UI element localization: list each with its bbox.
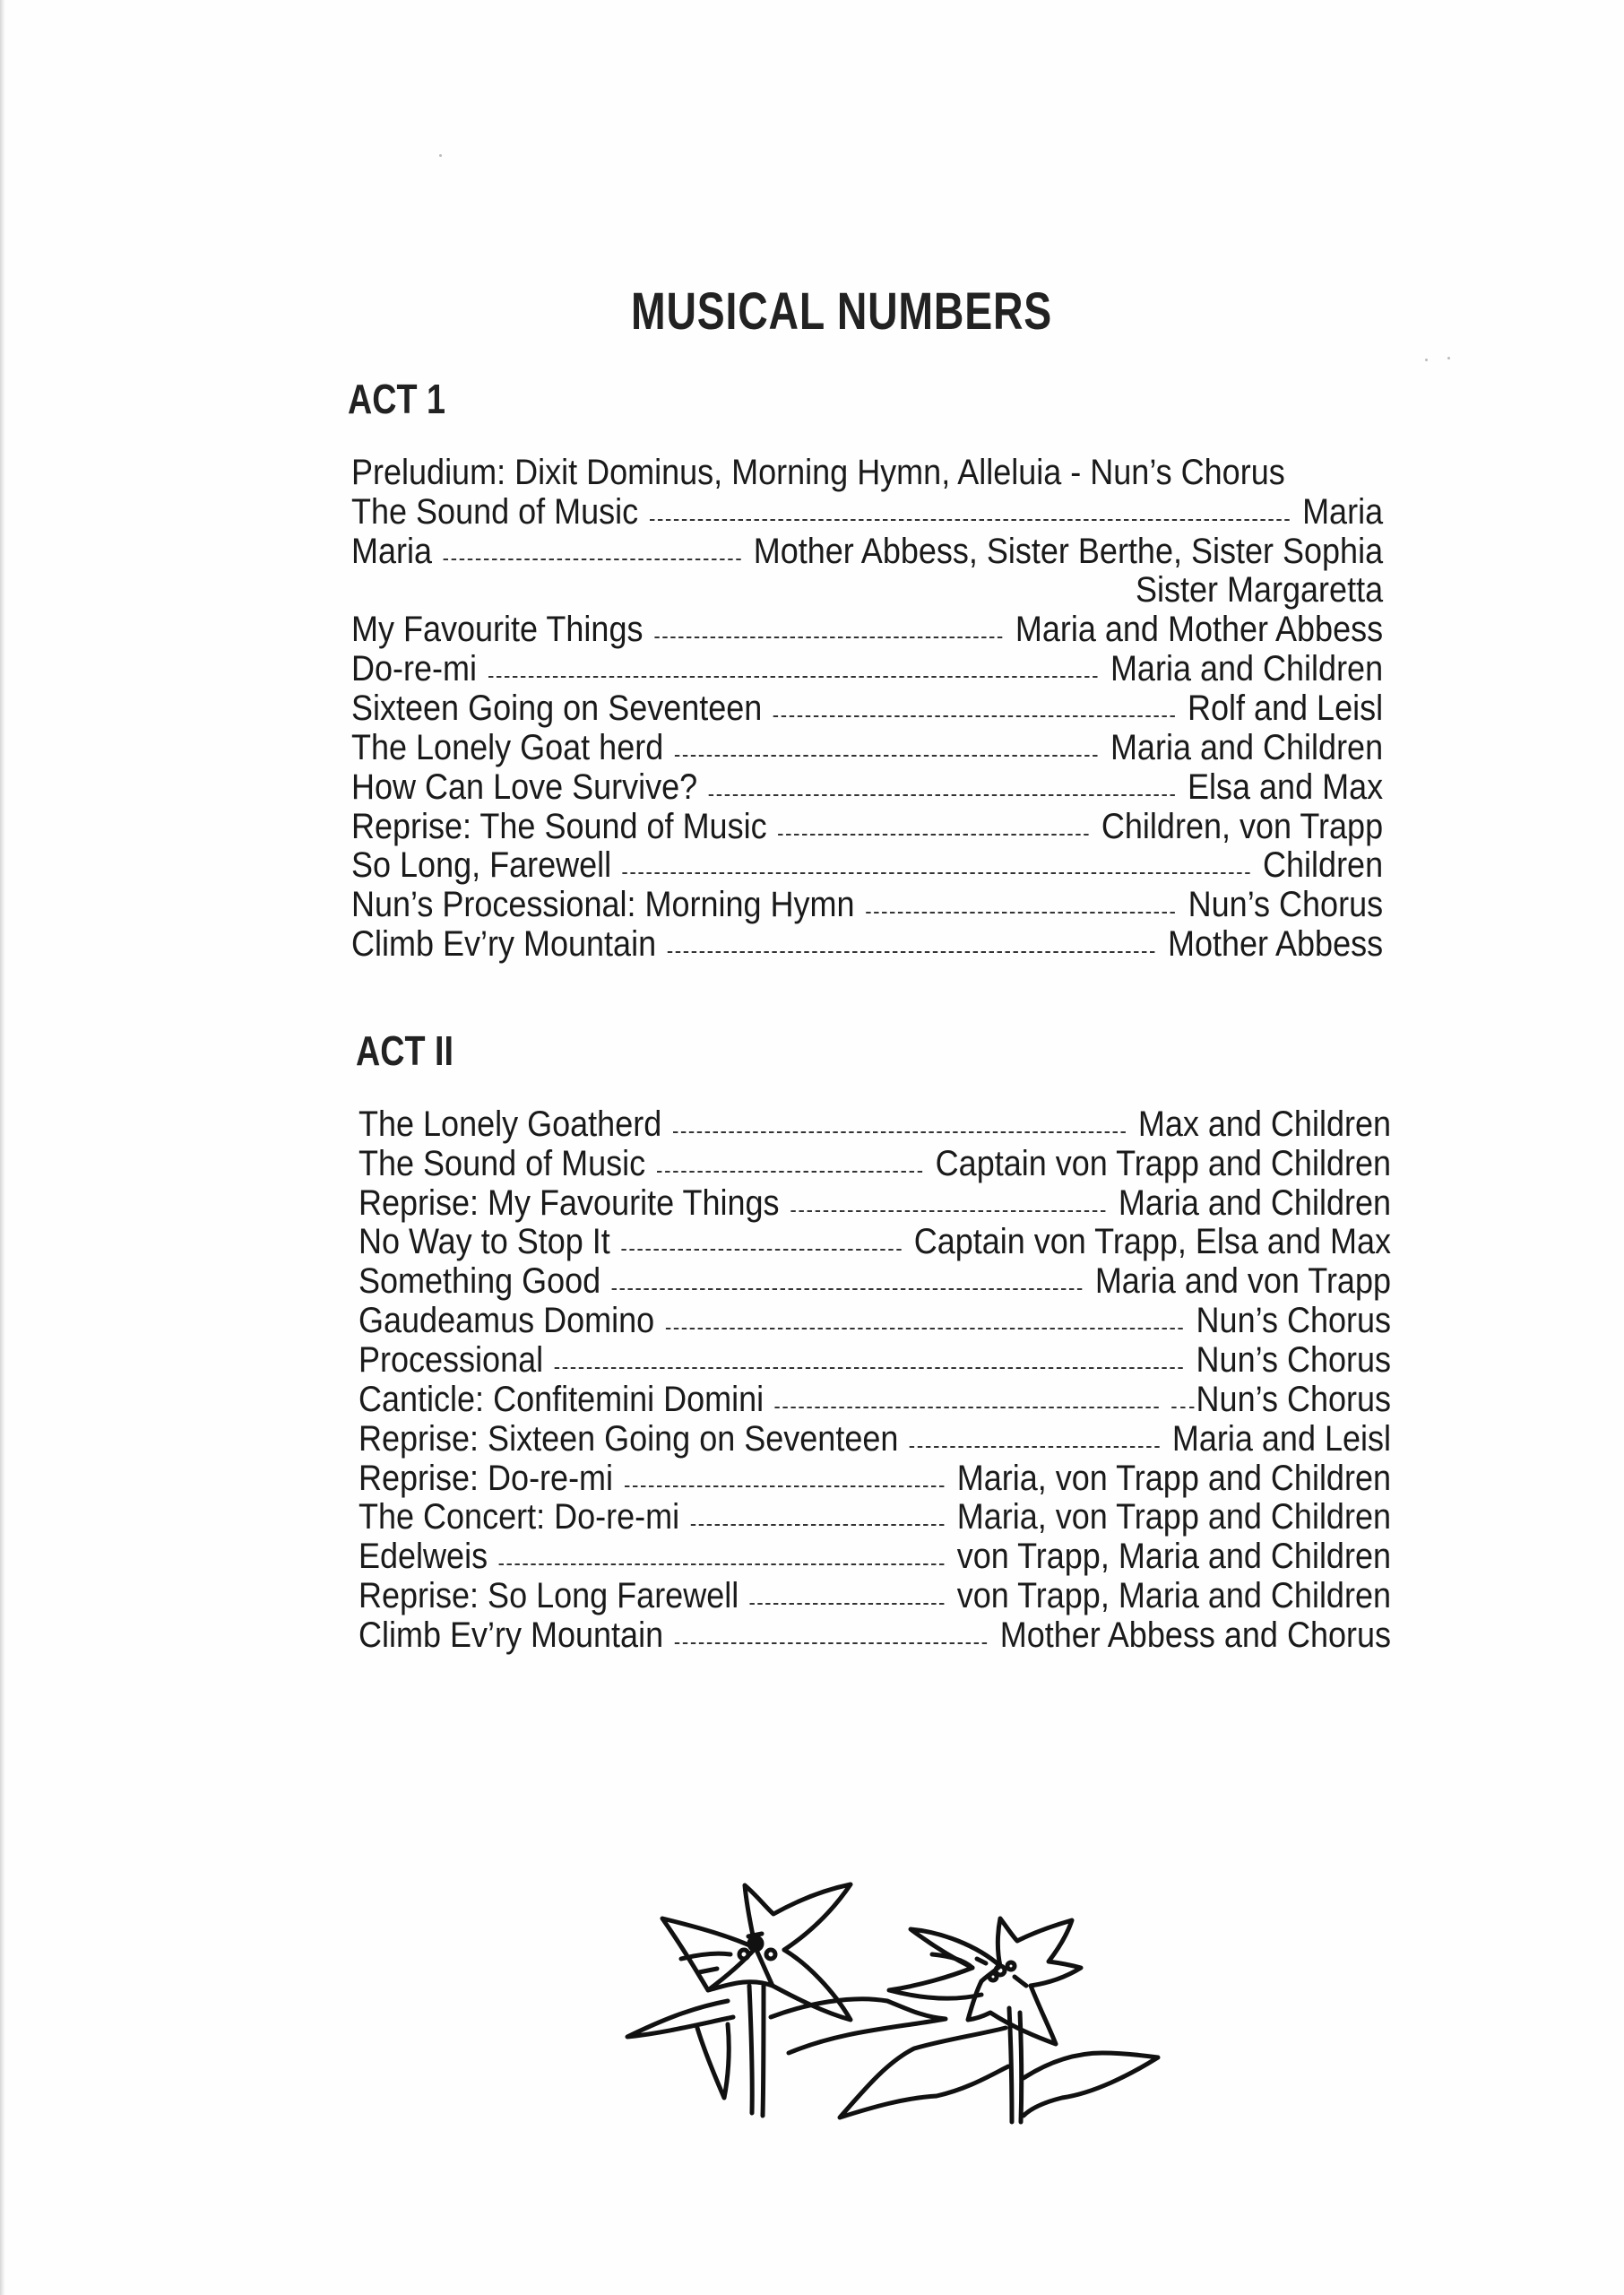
performer: Maria: [1302, 492, 1384, 532]
list-item: [358, 1301, 1391, 1340]
dash-leader: [488, 676, 1098, 678]
performer: Maria and Children: [1110, 728, 1384, 767]
dash-leader: [668, 951, 1155, 953]
song-title: Sixteen Going on Seventeen: [351, 688, 763, 728]
list-item: [351, 767, 1383, 807]
list-item: [351, 728, 1383, 767]
performer: Captain von Trapp and Children: [935, 1144, 1391, 1183]
performer: Maria, von Trapp and Children: [956, 1459, 1391, 1498]
list-item: [358, 1144, 1391, 1183]
dash-leader: [691, 1524, 945, 1526]
performer: Captain von Trapp, Elsa and Max: [913, 1222, 1391, 1261]
dash-leader: [625, 1485, 945, 1487]
dash-leader-short: [1172, 1407, 1195, 1408]
scan-speck: [1425, 359, 1428, 361]
list-item: [358, 1419, 1391, 1459]
list-item: [351, 885, 1383, 924]
performer: Maria and Children: [1118, 1183, 1391, 1223]
performer: Elsa and Max: [1187, 767, 1384, 807]
dash-leader: [499, 1563, 945, 1565]
list-item: [358, 1576, 1391, 1615]
scan-speck: [1447, 357, 1450, 359]
performer: Children: [1263, 845, 1384, 885]
performer: Rolf and Leisl: [1187, 688, 1384, 728]
song-title: The Sound of Music: [358, 1144, 646, 1183]
performer: Nun’s Chorus: [1196, 1380, 1391, 1419]
dash-leader: [654, 637, 1002, 638]
song-title: Reprise: Sixteen Going on Seventeen: [358, 1419, 899, 1459]
dash-leader: [866, 912, 1175, 914]
dash-leader: [444, 559, 741, 560]
list-item: [351, 845, 1383, 885]
dash-leader: [778, 834, 1088, 836]
list-item: [358, 1459, 1391, 1498]
dash-leader: [612, 1288, 1083, 1290]
dash-leader: [666, 1328, 1183, 1329]
list-item: [358, 1537, 1391, 1576]
performer: Nun’s Chorus: [1196, 1301, 1391, 1340]
song-title: Climb Ev’ry Mountain: [351, 924, 657, 964]
song-title: Nun’s Processional: Morning Hymn: [351, 885, 855, 924]
song-title: The Lonely Goatherd: [358, 1104, 662, 1144]
list-item: [358, 1380, 1391, 1419]
left-flower-icon: [627, 1884, 946, 2116]
performer: Max and Children: [1137, 1104, 1391, 1144]
prelude-text: Preludium: Dixit Dominus, Morning Hymn, Alleluia - Nun’s Chorus: [351, 453, 1285, 492]
edelweiss-flowers-icon: [609, 1874, 1174, 2134]
dash-leader: [773, 715, 1175, 717]
list-item: [351, 532, 1383, 571]
list-item: [351, 492, 1383, 532]
list-item: [358, 1104, 1391, 1144]
list-item: [351, 649, 1383, 688]
dash-leader: [750, 1603, 945, 1605]
song-title: Gaudeamus Domino: [358, 1301, 655, 1340]
dash-leader: [709, 794, 1175, 796]
performer: Nun’s Chorus: [1188, 885, 1384, 924]
dash-leader: [910, 1446, 1159, 1448]
song-title: Reprise: So Long Farewell: [358, 1576, 739, 1615]
performer: von Trapp, Maria and Children: [956, 1537, 1391, 1576]
list-item: [351, 807, 1383, 846]
performer: Sister Margaretta: [1135, 570, 1384, 610]
performer: Mother Abbess and Chorus: [999, 1615, 1391, 1655]
song-title: The Lonely Goat herd: [351, 728, 664, 767]
song-title: Reprise: The Sound of Music: [351, 807, 767, 846]
scan-speck: [439, 154, 442, 157]
performer: Maria and von Trapp: [1094, 1261, 1391, 1301]
performer: Maria and Leisl: [1171, 1419, 1391, 1459]
performer: Children, von Trapp: [1101, 807, 1384, 846]
song-title: No Way to Stop It: [358, 1222, 610, 1261]
list-item: [358, 1222, 1391, 1261]
list-item: [351, 610, 1383, 649]
dash-leader: [555, 1367, 1183, 1369]
performer: Maria and Children: [1110, 649, 1384, 688]
song-title: How Can Love Survive?: [351, 767, 698, 807]
performer: Nun’s Chorus: [1196, 1340, 1391, 1380]
performer: Mother Abbess, Sister Berthe, Sister Sophia: [753, 532, 1384, 571]
dash-leader: [675, 1642, 988, 1644]
page-title: MUSICAL NUMBERS: [631, 282, 1052, 341]
song-title: Reprise: Do-re-mi: [358, 1459, 614, 1498]
dash-leader: [675, 755, 1098, 757]
dash-leader: [650, 519, 1290, 521]
performer: von Trapp, Maria and Children: [956, 1576, 1391, 1615]
performer: Mother Abbess: [1167, 924, 1384, 964]
song-title: Do-re-mi: [351, 649, 477, 688]
performer: Maria, von Trapp and Children: [956, 1497, 1391, 1537]
song-title: Edelweis: [358, 1537, 488, 1576]
song-title: The Concert: Do-re-mi: [358, 1497, 680, 1537]
performer: Maria and Mother Abbess: [1015, 610, 1384, 649]
song-title: So Long, Farewell: [351, 845, 612, 885]
list-item-continuation: [351, 570, 1383, 610]
song-title: Canticle: Confitemini Domini: [358, 1380, 764, 1419]
list-item: [351, 924, 1383, 964]
list-item: [358, 1615, 1391, 1655]
act-2-heading: ACT II: [356, 1027, 454, 1074]
list-item: [351, 688, 1383, 728]
list-item: [358, 1183, 1391, 1223]
dash-leader: [775, 1407, 1159, 1408]
right-flower-icon: [840, 1918, 1158, 2122]
song-title: Processional: [358, 1340, 544, 1380]
list-item: [358, 1340, 1391, 1380]
dash-leader: [673, 1131, 1126, 1133]
list-item: [358, 1497, 1391, 1537]
song-title: Something Good: [358, 1261, 601, 1301]
dash-leader: [657, 1171, 922, 1173]
list-item: [351, 453, 1383, 492]
song-title: Climb Ev’ry Mountain: [358, 1615, 664, 1655]
list-item: [358, 1261, 1391, 1301]
song-title: Reprise: My Favourite Things: [358, 1183, 780, 1223]
song-title: The Sound of Music: [351, 492, 639, 532]
dash-leader: [621, 1249, 901, 1251]
dash-leader: [623, 872, 1250, 874]
song-title: My Favourite Things: [351, 610, 644, 649]
dash-leader: [790, 1210, 1105, 1212]
scan-edge-shadow: [0, 0, 5, 2295]
song-title: Maria: [351, 532, 433, 571]
act-1-heading: ACT 1: [348, 376, 445, 422]
